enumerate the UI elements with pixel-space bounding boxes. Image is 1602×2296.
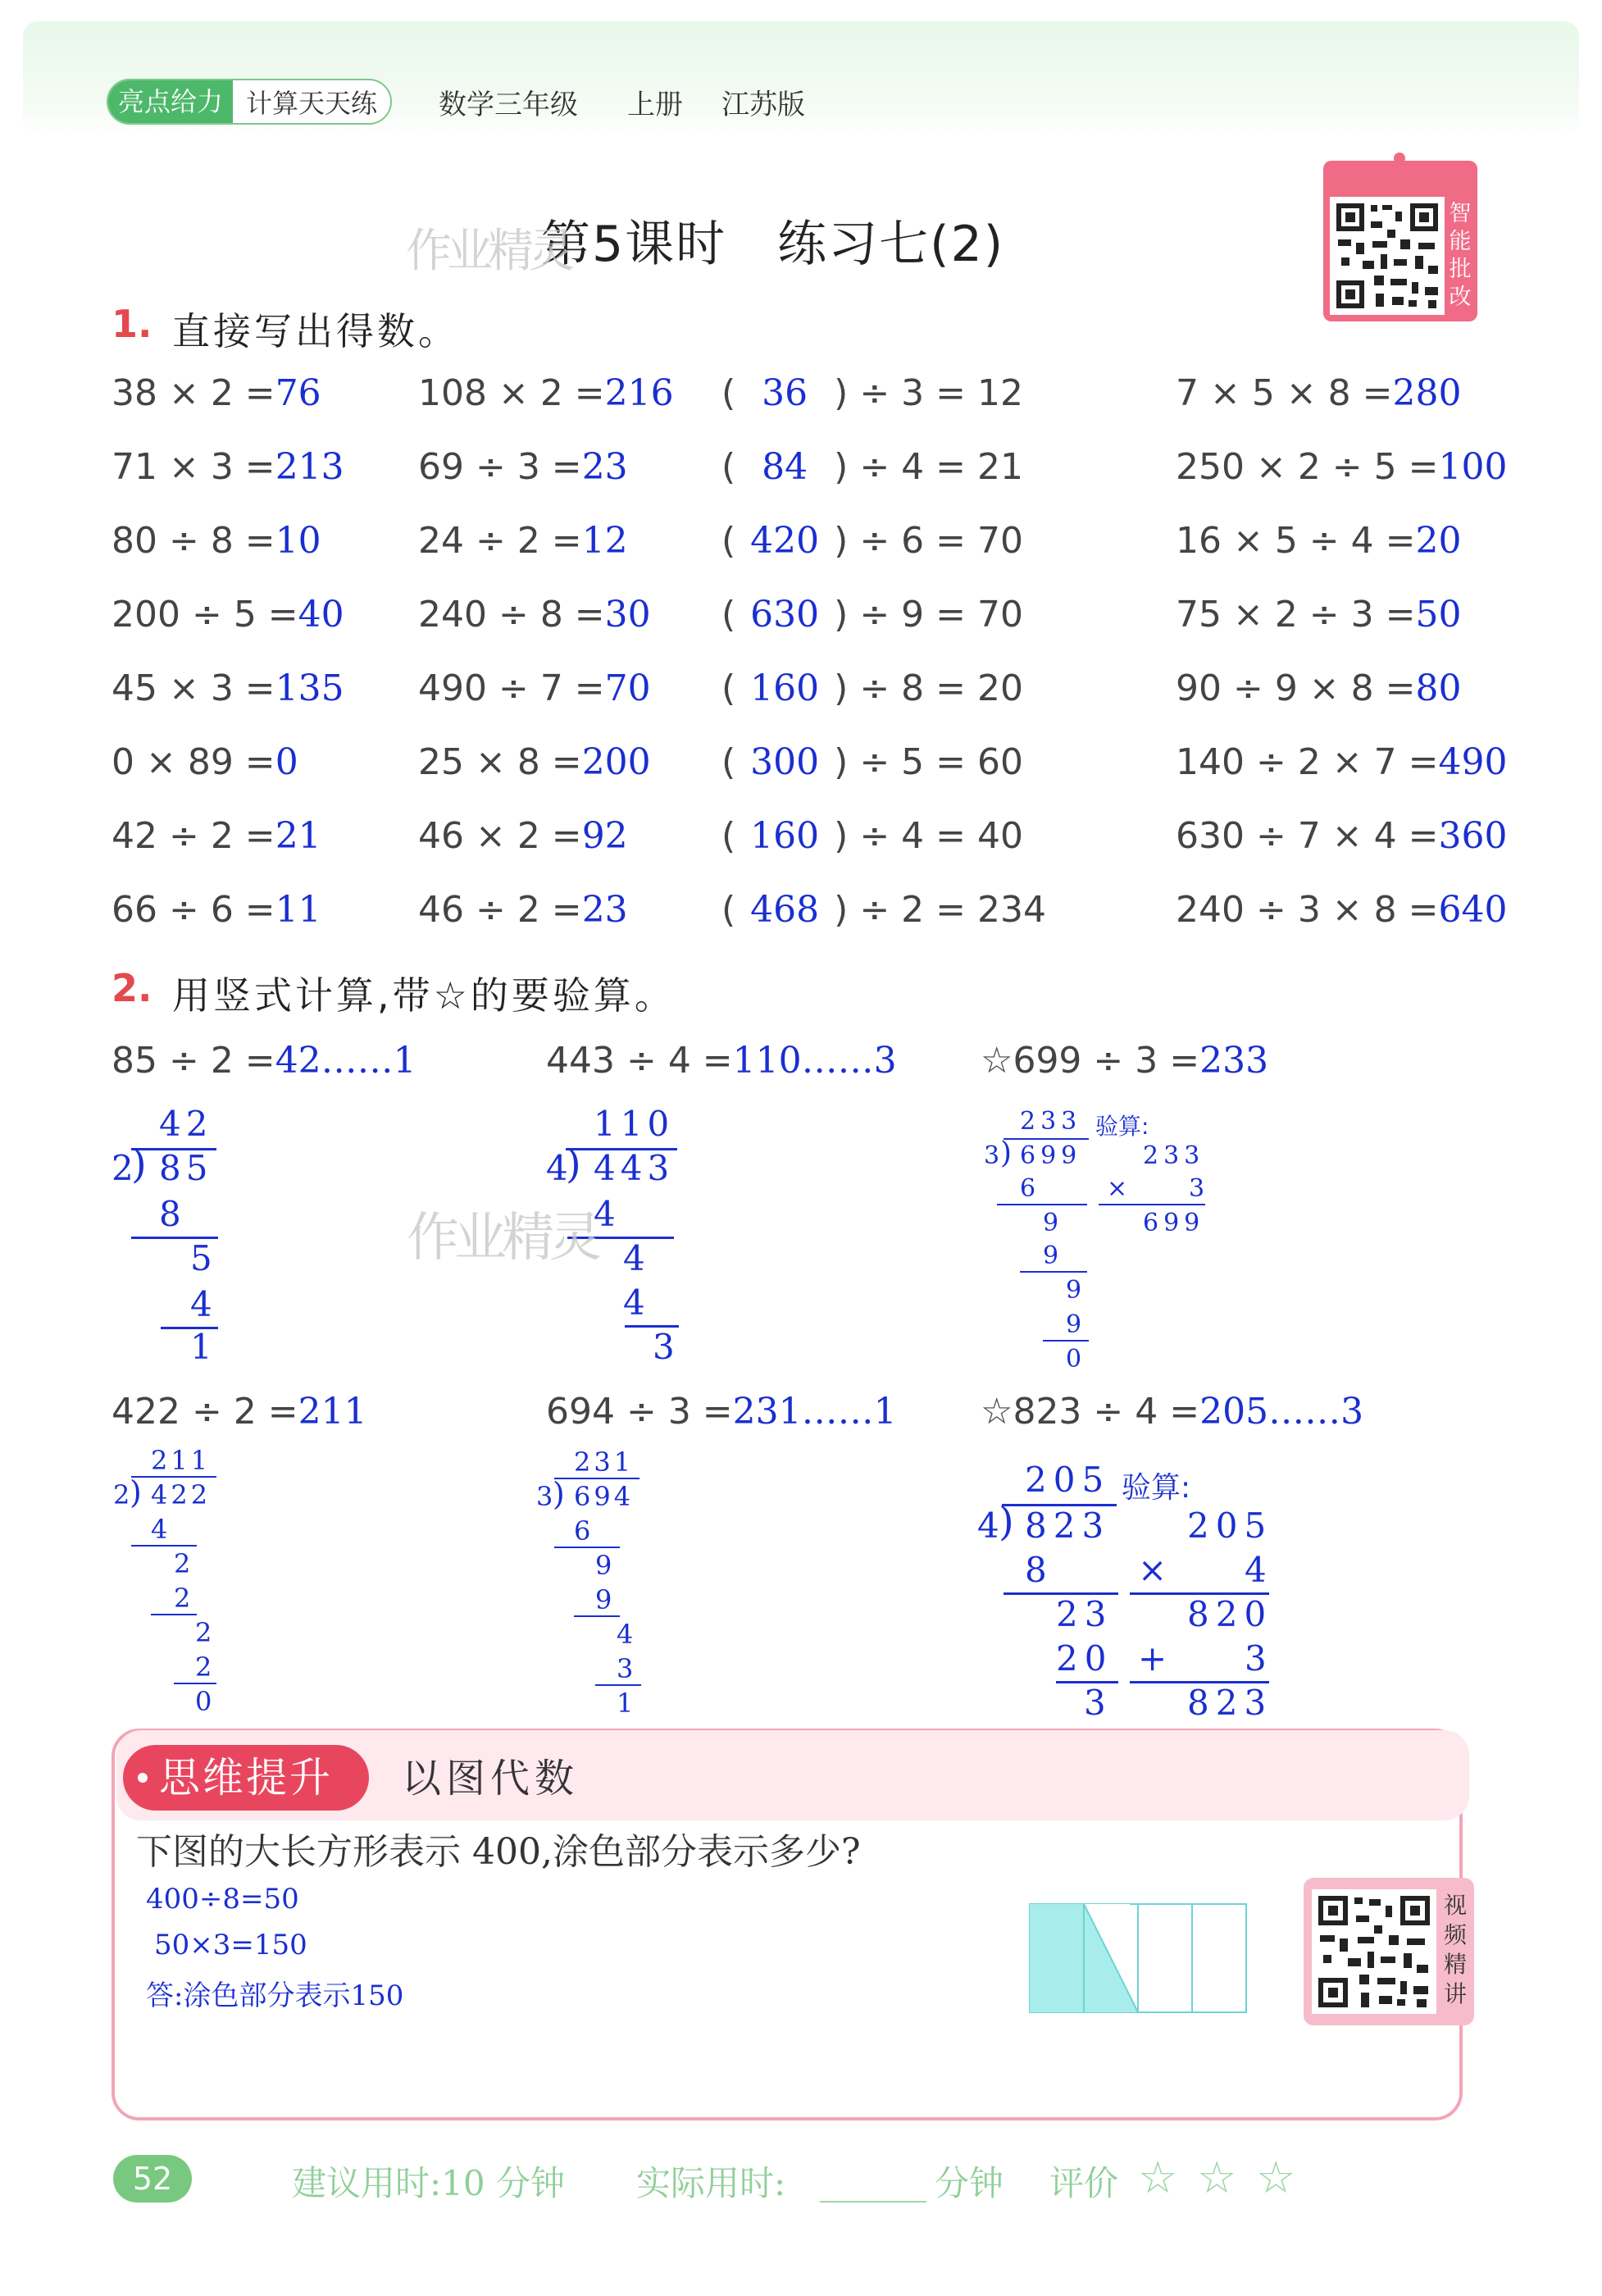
- check-op: ×: [1107, 1174, 1128, 1203]
- answer-text: 10: [275, 520, 321, 562]
- oral-question: [1176, 520, 1462, 562]
- answer-text: 70: [604, 667, 651, 709]
- step: 1: [617, 1688, 634, 1719]
- answer-text: 216: [604, 372, 674, 414]
- answer-line-1: 400÷8=50: [146, 1883, 299, 1916]
- problem-question: 422 ÷ 2 =: [112, 1391, 298, 1433]
- division-bracket: ): [1000, 1137, 1013, 1170]
- step: 2: [195, 1617, 212, 1648]
- oral-question: [721, 594, 1023, 636]
- problem-5: [546, 1391, 897, 1433]
- quotient: 205: [1025, 1460, 1111, 1500]
- check-result: 823: [1187, 1683, 1273, 1723]
- answer-text: 40: [298, 594, 344, 636]
- step: 6: [1020, 1174, 1036, 1203]
- answer-text: 30: [604, 594, 651, 636]
- section-2-title: 用竖式计算,带☆的要验算。: [172, 973, 676, 1018]
- header-volume: 上册: [627, 89, 683, 121]
- qr-label-char: 精: [1443, 1951, 1467, 1978]
- quotient: 211: [151, 1445, 212, 1476]
- step: 4: [190, 1284, 212, 1324]
- rating-star-icon[interactable]: ☆: [1197, 2152, 1237, 2203]
- blank-answer: 160: [750, 667, 820, 709]
- blank-answer: 36: [762, 372, 808, 414]
- division-bar: [131, 1476, 216, 1478]
- question-text: 38 × 2 =: [112, 372, 275, 414]
- problem-answer: 231……1: [732, 1391, 897, 1433]
- watermark: 作业精灵: [406, 225, 570, 278]
- paren-open: (: [721, 520, 736, 562]
- step: 6: [574, 1515, 591, 1547]
- step: 8: [159, 1194, 181, 1234]
- question-text: 108 × 2 =: [418, 372, 605, 414]
- oral-question: [112, 667, 344, 709]
- oral-question: [1176, 594, 1462, 636]
- step: 8: [1025, 1550, 1047, 1590]
- rating-star-icon[interactable]: ☆: [1138, 2152, 1178, 2203]
- question-text: 630 ÷ 7 × 4 =: [1176, 815, 1439, 857]
- suggested-time: 建议用时:10 分钟: [292, 2163, 565, 2203]
- oral-question: [721, 741, 1023, 783]
- oral-question: [721, 667, 1023, 709]
- answer-text: 213: [275, 446, 344, 488]
- check-add: 3: [1245, 1638, 1267, 1679]
- question-text: 490 ÷ 7 =: [418, 667, 605, 709]
- question-text: ) ÷ 3 = 12: [834, 372, 1023, 414]
- divisor: 4: [977, 1506, 999, 1546]
- answer-text: 12: [581, 520, 628, 562]
- quotient: 233: [1020, 1107, 1082, 1136]
- oral-question: [721, 889, 1046, 931]
- blank-answer: 300: [750, 741, 820, 783]
- thinking-question: 下图的大长方形表示 400,涂色部分表示多少?: [136, 1831, 861, 1873]
- brand-logo: [107, 79, 392, 125]
- step: 3: [653, 1327, 675, 1367]
- step-line: [174, 1683, 216, 1684]
- step: 20: [1056, 1638, 1113, 1679]
- thinking-topic: 以图代数: [402, 1756, 580, 1802]
- question-text: 80 ÷ 8 =: [112, 520, 275, 562]
- paren-open: (: [721, 667, 736, 709]
- step: 3: [1084, 1683, 1106, 1723]
- question-text: ) ÷ 6 = 70: [834, 520, 1023, 562]
- page-number: 52: [113, 2155, 192, 2203]
- question-text: 250 × 2 ÷ 5 =: [1176, 446, 1439, 488]
- step: 3: [617, 1653, 634, 1684]
- answer-text: 100: [1438, 446, 1508, 488]
- step: 9: [1066, 1310, 1082, 1339]
- question-text: 25 × 8 =: [418, 741, 582, 783]
- answer-line-3: 答:涂色部分表示150: [146, 1979, 404, 2012]
- step: 9: [1066, 1276, 1082, 1305]
- header-subject: 数学三年级: [439, 89, 578, 121]
- blank-answer: 160: [750, 815, 820, 857]
- section-2-number: 2.: [112, 966, 152, 1010]
- step: 1: [190, 1327, 212, 1367]
- oral-question: [721, 372, 1023, 414]
- problem-answer: 110……3: [732, 1040, 897, 1082]
- question-text: 240 ÷ 8 =: [418, 594, 605, 636]
- rating-star-icon[interactable]: ☆: [1256, 2152, 1296, 2203]
- verify-label: 验算:: [1122, 1471, 1191, 1505]
- step: 9: [595, 1550, 612, 1581]
- division-bracket: ): [999, 1499, 1014, 1545]
- qr-label-char: 能: [1449, 229, 1472, 254]
- answer-text: 50: [1415, 594, 1462, 636]
- oral-question: [112, 815, 321, 857]
- qr-label-char: 频: [1443, 1921, 1467, 1948]
- division-bracket: ): [131, 1141, 147, 1187]
- oral-question: [1176, 889, 1508, 931]
- question-text: 71 × 3 =: [112, 446, 275, 488]
- step: 9: [1043, 1209, 1059, 1237]
- fraction-diagram: [1028, 1902, 1249, 2017]
- check-mul: 3: [1189, 1174, 1205, 1203]
- problem-2: [546, 1040, 897, 1082]
- quotient: 110: [594, 1104, 675, 1144]
- answer-text: 23: [581, 446, 628, 488]
- question-text: 46 × 2 =: [418, 815, 582, 857]
- question-text: 66 ÷ 6 =: [112, 889, 275, 931]
- oral-question: [721, 815, 1023, 857]
- oral-question: [1176, 815, 1508, 857]
- step: 5: [190, 1238, 212, 1278]
- section-1-title: 直接写出得数。: [172, 309, 459, 353]
- rating-label: 评价: [1049, 2163, 1119, 2203]
- question-text: 140 ÷ 2 × 7 =: [1176, 741, 1439, 783]
- divisor: 2: [112, 1148, 134, 1188]
- problem-answer: 211: [298, 1391, 367, 1433]
- check-top: 233: [1143, 1141, 1205, 1170]
- oral-question: [418, 741, 651, 783]
- check-mul: 4: [1245, 1550, 1267, 1590]
- answer-text: 490: [1438, 741, 1508, 783]
- answer-text: 200: [581, 741, 651, 783]
- question-text: 24 ÷ 2 =: [418, 520, 582, 562]
- step-line: [151, 1614, 197, 1615]
- oral-question: [418, 889, 628, 931]
- step: 4: [151, 1514, 168, 1545]
- problem-question: 443 ÷ 4 =: [546, 1040, 733, 1082]
- qr-label-char: 改: [1449, 285, 1472, 310]
- answer-text: 20: [1415, 520, 1462, 562]
- oral-question: [418, 594, 651, 636]
- answer-text: 640: [1438, 889, 1508, 931]
- blank-answer: 420: [750, 520, 820, 562]
- question-text: ) ÷ 2 = 234: [834, 889, 1046, 931]
- problem-question: 85 ÷ 2 =: [112, 1040, 275, 1082]
- oral-question: [721, 446, 1023, 488]
- problem-answer: 42……1: [275, 1040, 416, 1082]
- answer-text: 76: [275, 372, 321, 414]
- answer-text: 280: [1392, 372, 1462, 414]
- verify-label: 验算:: [1095, 1113, 1149, 1140]
- question-text: 90 ÷ 9 × 8 =: [1176, 667, 1416, 709]
- question-text: 0 × 89 =: [112, 741, 275, 783]
- paren-open: (: [721, 372, 736, 414]
- step: 2: [195, 1651, 212, 1683]
- oral-question: [112, 520, 321, 562]
- step-line: [1020, 1271, 1087, 1273]
- problem-6: [981, 1391, 1363, 1433]
- brand-name: 计算天天练: [246, 88, 378, 119]
- qr-label-char: 讲: [1443, 1980, 1467, 2007]
- problem-question: ☆823 ÷ 4 =: [981, 1391, 1200, 1433]
- question-text: ) ÷ 5 = 60: [834, 741, 1023, 783]
- oral-question: [112, 889, 321, 931]
- problem-1: [112, 1040, 416, 1082]
- dividend: 699: [1020, 1141, 1082, 1170]
- qr-label-char: 批: [1449, 257, 1472, 282]
- paren-open: (: [721, 889, 736, 931]
- dividend: 823: [1025, 1506, 1111, 1546]
- answer-text: 360: [1438, 815, 1508, 857]
- divisor: 4: [546, 1148, 568, 1188]
- blank-answer: 468: [750, 889, 820, 931]
- oral-question: [1176, 741, 1508, 783]
- answer-text: 21: [275, 815, 321, 857]
- paren-open: (: [721, 815, 736, 857]
- problem-answer: 233: [1199, 1040, 1269, 1082]
- step: 9: [1043, 1241, 1059, 1270]
- step-line: [574, 1615, 620, 1617]
- oral-question: [418, 667, 651, 709]
- check-op2: +: [1138, 1638, 1167, 1679]
- division-bracket: ): [553, 1476, 565, 1512]
- step: 0: [195, 1686, 212, 1717]
- paren-open: (: [721, 741, 736, 783]
- answer-line-2: 50×3=150: [154, 1929, 307, 1961]
- header-edition: 江苏版: [721, 89, 805, 121]
- brand-highlight: 亮点给力: [108, 80, 233, 123]
- question-text: 16 × 5 ÷ 4 =: [1176, 520, 1416, 562]
- division-bar: [1004, 1138, 1089, 1140]
- oral-question: [721, 520, 1023, 562]
- watermark-2: 作业精灵: [407, 1208, 597, 1269]
- section-1-number: 1.: [112, 302, 152, 346]
- oral-question: [418, 372, 674, 414]
- paren-open: (: [721, 594, 736, 636]
- qr-code-icon: [1312, 1889, 1436, 2014]
- qr-hanger-dot: [1394, 153, 1405, 164]
- step: 2: [174, 1548, 191, 1579]
- step-line: [131, 1545, 197, 1547]
- step-line: [554, 1547, 620, 1548]
- divisor: 3: [536, 1481, 553, 1512]
- answer-text: 0: [275, 741, 298, 783]
- oral-question: [1176, 372, 1462, 414]
- divisor: 2: [113, 1479, 130, 1510]
- question-text: ) ÷ 9 = 70: [834, 594, 1023, 636]
- answer-text: 11: [275, 889, 321, 931]
- answer-text: 92: [581, 815, 628, 857]
- division-bracket: ): [566, 1141, 581, 1187]
- quotient: 42: [159, 1104, 213, 1144]
- qr-frame-top: [1323, 161, 1477, 321]
- dividend: 85: [159, 1148, 213, 1188]
- divisor: 3: [984, 1141, 1000, 1170]
- division-bracket: ): [130, 1474, 142, 1510]
- blank-answer: 84: [762, 446, 808, 488]
- step: 23: [1056, 1594, 1113, 1634]
- question-text: ) ÷ 8 = 20: [834, 667, 1023, 709]
- division-bar: [554, 1478, 639, 1479]
- oral-question: [1176, 446, 1508, 488]
- check-mid: 820: [1187, 1594, 1273, 1634]
- paren-open: (: [721, 446, 736, 488]
- step: 9: [595, 1584, 612, 1615]
- check-line: [1099, 1204, 1205, 1205]
- check-top: 205: [1187, 1506, 1273, 1546]
- problem-answer: 205……3: [1199, 1391, 1364, 1433]
- shaded-quarter: [1030, 1904, 1084, 2012]
- question-text: 45 × 3 =: [112, 667, 275, 709]
- answer-text: 135: [275, 667, 344, 709]
- step-line: [1043, 1340, 1089, 1342]
- dividend: 694: [574, 1481, 635, 1512]
- qr-code-icon: [1330, 197, 1445, 315]
- question-text: 240 ÷ 3 × 8 =: [1176, 889, 1439, 931]
- step: 2: [174, 1583, 191, 1614]
- qr-frame-bottom: [1304, 1878, 1474, 2025]
- time-unit: 分钟: [935, 2163, 1004, 2203]
- question-text: 69 ÷ 3 =: [418, 446, 582, 488]
- question-text: 75 × 2 ÷ 3 =: [1176, 594, 1416, 636]
- oral-question: [112, 446, 344, 488]
- oral-question: [1176, 667, 1462, 709]
- qr-label-char: 视: [1443, 1892, 1467, 1919]
- dividend: 422: [151, 1479, 212, 1510]
- question-text: ) ÷ 4 = 40: [834, 815, 1023, 857]
- step-line: [997, 1204, 1087, 1205]
- problem-question: 694 ÷ 3 =: [546, 1391, 733, 1433]
- step: 0: [1066, 1345, 1082, 1374]
- oral-question: [418, 520, 628, 562]
- step-line: [595, 1684, 641, 1686]
- oral-question: [112, 741, 298, 783]
- check-result: 699: [1143, 1209, 1205, 1237]
- page-title: 第5课时 练习七(2): [541, 216, 1005, 273]
- dividend: 443: [594, 1148, 675, 1188]
- question-text: 7 × 5 × 8 =: [1176, 372, 1393, 414]
- answer-text: 23: [581, 889, 628, 931]
- question-text: 200 ÷ 5 =: [112, 594, 298, 636]
- badge-dot: [138, 1773, 148, 1783]
- oral-question: [418, 446, 628, 488]
- actual-time-label: 实际用时:: [636, 2163, 786, 2203]
- oral-question: [418, 815, 628, 857]
- blank-answer: 630: [750, 594, 820, 636]
- qr-label-smart: [1448, 200, 1472, 312]
- problem-3: [981, 1040, 1268, 1082]
- check-op: ×: [1138, 1550, 1167, 1590]
- question-text: 42 ÷ 2 =: [112, 815, 275, 857]
- step: 4: [623, 1238, 645, 1278]
- oral-question: [112, 372, 321, 414]
- step: 4: [617, 1619, 634, 1650]
- answer-text: 80: [1415, 667, 1462, 709]
- problem-question: ☆699 ÷ 3 =: [981, 1040, 1200, 1082]
- quotient: 231: [574, 1446, 635, 1478]
- qr-label-video: [1443, 1891, 1468, 2009]
- problem-4: [112, 1391, 367, 1433]
- question-text: 46 ÷ 2 =: [418, 889, 582, 931]
- question-text: ) ÷ 4 = 21: [834, 446, 1023, 488]
- qr-label-char: 智: [1449, 201, 1472, 226]
- step: 4: [594, 1194, 616, 1234]
- oral-question: [112, 594, 344, 636]
- step: 4: [623, 1282, 645, 1323]
- thinking-badge: 思维提升: [123, 1745, 369, 1811]
- actual-time-blank[interactable]: [820, 2201, 926, 2203]
